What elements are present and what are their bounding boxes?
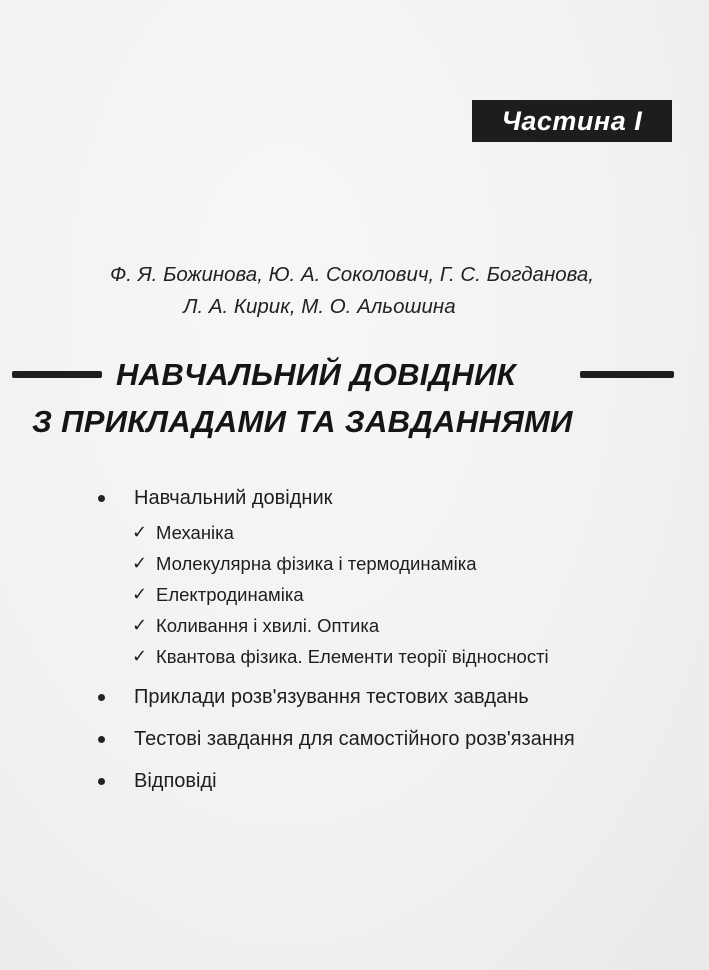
contents-list	[98, 483, 688, 796]
contents-subitem-label: Квантова фізика. Елементи теорії відносності	[156, 646, 549, 667]
bullet-icon	[98, 694, 105, 701]
contents-item-label: Приклади розв'язування тестових завдань	[134, 686, 529, 708]
contents-subitem-label: Коливання і хвилі. Оптика	[156, 615, 380, 636]
bullet-icon	[98, 736, 105, 743]
checkmark-icon: ✓	[132, 522, 148, 542]
contents-subitem-label: Електродинаміка	[156, 584, 304, 605]
contents-item-label: Тестові завдання для самостійного розв'язання	[134, 728, 575, 750]
contents-subitem-label: Механіка	[156, 522, 234, 543]
contents-sublist	[98, 517, 688, 672]
checkmark-icon: ✓	[132, 615, 148, 635]
part-badge: Частина І	[472, 100, 672, 142]
contents-subitem	[98, 548, 688, 579]
contents-item	[98, 766, 688, 796]
contents-subitem	[98, 641, 688, 672]
title-rule-left	[12, 371, 102, 378]
contents-item	[98, 724, 688, 754]
checkmark-icon: ✓	[132, 553, 148, 573]
authors-line-1: Ф. Я. Божинова, Ю. А. Соколович, Г. С. Богданова,	[110, 263, 594, 286]
contents-item-label: Навчальний довідник	[134, 487, 333, 509]
contents-subitem	[98, 610, 688, 641]
book-title	[0, 355, 709, 439]
bullet-icon	[98, 778, 105, 785]
authors-line-2: Л. А. Кирик, М. О. Альошина	[183, 295, 456, 318]
checkmark-icon: ✓	[132, 646, 148, 666]
bullet-icon	[98, 495, 105, 502]
checkmark-icon: ✓	[132, 584, 148, 604]
contents-item	[98, 682, 688, 712]
contents-item	[98, 483, 688, 513]
contents-subitem	[98, 517, 688, 548]
contents-subitem	[98, 579, 688, 610]
title-line-1: НАВЧАЛЬНИЙ ДОВІДНИК	[116, 357, 517, 392]
title-rule-right	[580, 371, 674, 378]
authors	[0, 259, 709, 323]
contents-subitem-label: Молекулярна фізика і термодинаміка	[156, 553, 477, 574]
title-line-2: З ПРИКЛАДАМИ ТА ЗАВДАННЯМИ	[32, 404, 573, 439]
contents-item-label: Відповіді	[134, 770, 217, 792]
